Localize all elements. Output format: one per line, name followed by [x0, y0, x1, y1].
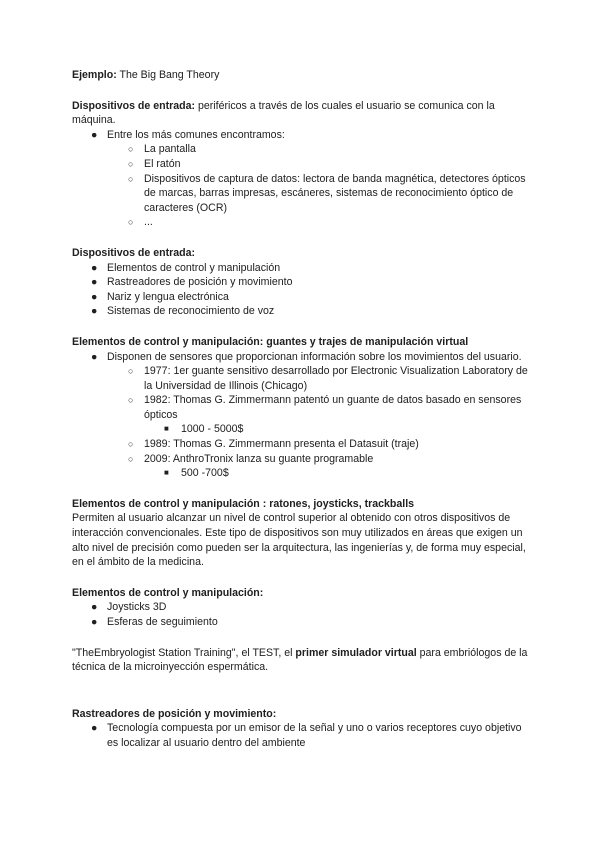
list-item: ○ ...: [128, 216, 153, 229]
bullet-marker: ●: [91, 276, 98, 289]
section6-paragraph: "TheEmbryologist Station Training", el TEST, el primer simulador virtual para embriólogos de la técnica de la microinyección espermática.: [72, 646, 528, 674]
bullet-marker: ●: [91, 350, 98, 363]
section1-text: periféricos a través de los cuales el usuario se comunica con la máquina.: [72, 99, 495, 127]
section2-heading: Dispositivos de entrada:: [72, 246, 196, 259]
list-item: ○ 1989: Thomas G. Zimmermann presenta el Datasuit (traje): [128, 438, 419, 451]
list-item: ● Joysticks 3D: [91, 601, 167, 614]
list-item: ○ 2009: AnthroTronix lanza su guante programable: [128, 452, 374, 465]
bullet-marker: ○: [128, 366, 134, 377]
bullet-marker: ○: [128, 395, 134, 406]
list-item: ● Sistemas de reconocimiento de voz: [91, 305, 275, 318]
bullet-marker: ○: [128, 158, 134, 169]
document-page: [72, 68, 528, 751]
list-item: ● Tecnología compuesta por un emisor de la señal y uno o varios receptores cuyo objetivo es localizar al usuario dentro del ambiente: [91, 722, 522, 749]
list-item: ○ Dispositivos de captura de datos: lectora de banda magnética, detectores ópticos de marcas, barras impresas, escáneres, sistemas de reconocimiento óptico de caracteres (OCR): [128, 172, 526, 214]
bullet-marker: ●: [91, 305, 98, 318]
list-item: ○ La pantalla: [128, 143, 196, 156]
list-item: ● Rastreadores de posición y movimiento: [91, 276, 293, 289]
section7-list: [72, 721, 528, 750]
bullet-marker: ●: [91, 722, 98, 735]
section4-heading: Elementos de control y manipulación : ratones, joysticks, trackballs: [72, 497, 415, 510]
bullet-marker: ●: [91, 616, 98, 628]
list-item: ● Disponen de sensores que proporcionan información sobre los movimientos del usuario.: [91, 350, 522, 363]
bullet-marker: ○: [128, 217, 134, 228]
section6-bold: primer simulador virtual: [295, 646, 417, 659]
section5-heading: Elementos de control y manipulación:: [72, 586, 264, 599]
bullet-marker: ○: [128, 144, 134, 155]
bullet-marker: ■: [164, 468, 169, 478]
list-item: ● Esferas de seguimiento: [91, 616, 218, 628]
list-item: ○ 1982: Thomas G. Zimmermann patentó un guante de datos basado en sensores ópticos: [128, 394, 522, 421]
list-item: ● Elementos de control y manipulación: [91, 261, 281, 274]
section4-text: Permiten al usuario alcanzar un nivel de control superior al obtenido con otros dispositivos de interacción convencionales. Este tipo de dispositivos son muy utilizados en áreas que exigen un alto nivel de precisión como pueden ser la arquitectura, las ingenierías y, de forma muy especial, en el ámbito de la medicina.: [72, 512, 526, 569]
section1-heading: Dispositivos de entrada:: [72, 99, 196, 112]
bullet-marker: ●: [91, 290, 98, 303]
bullet-marker: ●: [91, 601, 98, 614]
example-label: Ejemplo:: [72, 69, 117, 81]
example-line: [72, 68, 528, 83]
list-item: ○ 1977: 1er guante sensitivo desarrollado por Electronic Visualization Laboratory de la Universidad de Illinois (Chicago): [128, 365, 528, 392]
bullet-marker: ○: [128, 173, 134, 184]
bullet-marker: ●: [91, 261, 98, 274]
list-item: ● Entre los más comunes encontramos:: [91, 128, 285, 141]
list-item: ● Nariz y lengua electrónica: [91, 290, 229, 303]
list-item: ■ 500 -700$: [164, 467, 229, 480]
bullet-marker: ○: [128, 453, 134, 464]
section1-list: [72, 128, 528, 230]
section3-list: [72, 350, 528, 481]
bullet-marker: ○: [128, 439, 134, 450]
list-item: ■ 1000 - 5000$: [164, 423, 244, 436]
section7-heading: Rastreadores de posición y movimiento:: [72, 707, 277, 720]
bullet-marker: ■: [164, 424, 169, 434]
list-item: ○ El ratón: [128, 157, 181, 170]
section5-list: [72, 600, 528, 629]
section1-paragraph: [72, 99, 528, 128]
section2-list: [72, 261, 528, 319]
bullet-marker: ●: [91, 128, 98, 141]
example-value: The Big Bang Theory: [116, 69, 220, 81]
section3-heading: Elementos de control y manipulación: guantes y trajes de manipulación virtual: [72, 335, 469, 348]
